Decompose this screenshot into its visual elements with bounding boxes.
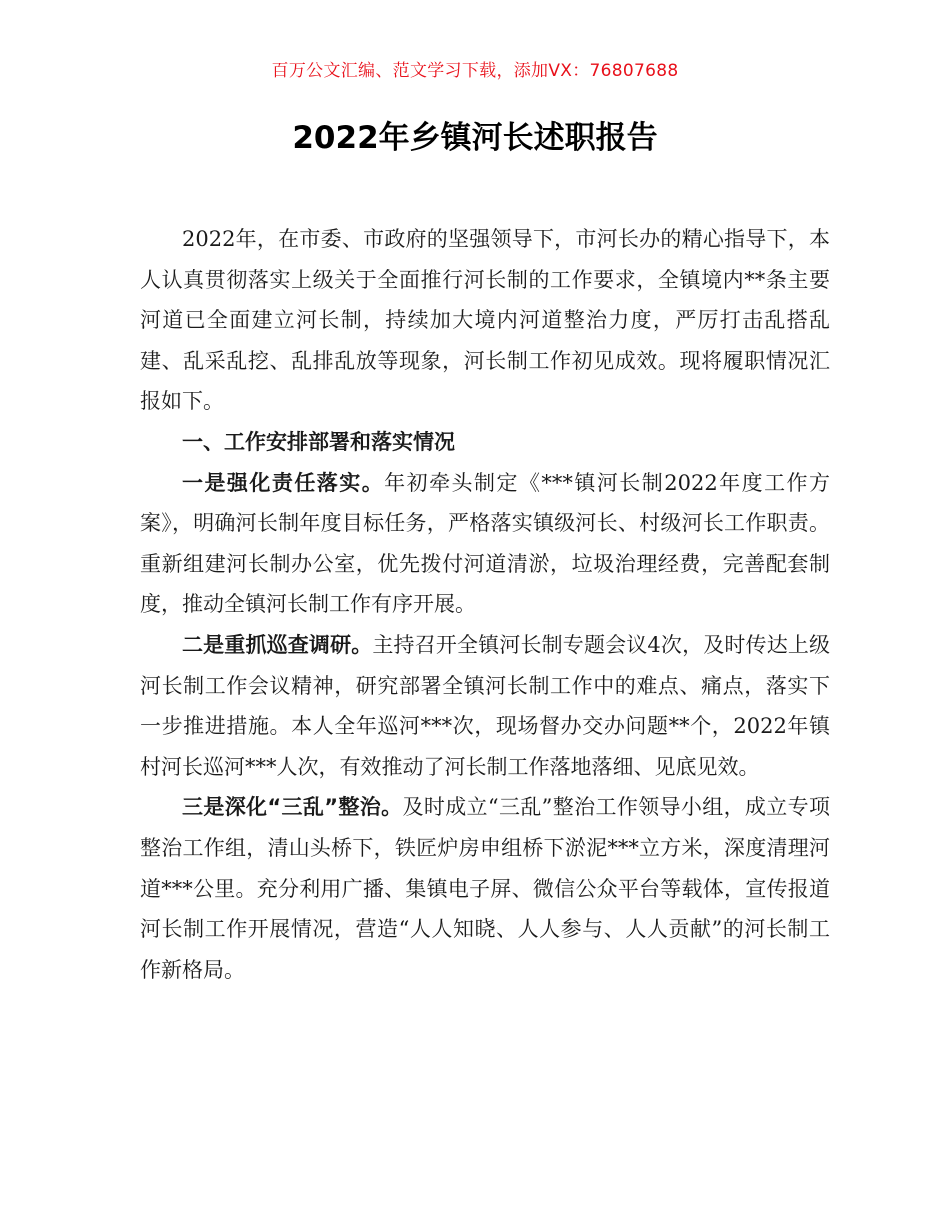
intro-paragraph: 2022年，在市委、市政府的坚强领导下，市河长办的精心指导下，本人认真贯彻落实上级关于全面推行河长制的工作要求，全镇境内**条主要河道已全面建立河长制，持续加大境内河道整治力度，严厉打击乱搭乱建、乱采乱挖、乱排乱放等现象，河长制工作初见成效。现将履职情况汇报如下。: [140, 227, 830, 414]
paragraph-rectification: [140, 787, 830, 990]
header-banner: 百万公文汇编、范文学习下载，添加VX：76807688: [271, 61, 679, 81]
section-heading: 一、工作安排部署和落实情况: [182, 429, 455, 454]
paragraph-inspection: [140, 625, 830, 787]
paragraph-responsibility: [140, 463, 830, 625]
paragraph-lead: 二是重抓巡查调研。: [182, 632, 373, 657]
document-title: 2022年乡镇河长述职报告: [292, 120, 658, 156]
paragraph-text: 主持召开全镇河长制专题会议4次，及时传达上级河长制工作会议精神，研究部署全镇河长制工作中的难点、痛点，落实下一步推进措施。本人全年巡河***次，现场督办交办问题**个，2022年镇村河长巡河***人次，有效推动了河长制工作落地落细、见底见效。: [140, 632, 831, 779]
paragraph-text: 年初牵头制定《***镇河长制2022年度工作方案》，明确河长制年度目标任务，严格落实镇级河长、村级河长工作职责。重新组建河长制办公室，优先拨付河道清淤，垃圾治理经费，完善配套制度，推动全镇河长制工作有序开展。: [140, 470, 830, 617]
document-body: [140, 219, 830, 990]
paragraph-lead: 三是深化“三乱”整治。: [182, 795, 403, 820]
paragraph-text: 及时成立“三乱”整治工作领导小组，成立专项整治工作组，清山头桥下，铁匠炉房申组桥下淤泥***立方米，深度清理河道***公里。充分利用广播、集镇电子屏、微信公众平台等载体，宣传报道河长制工作开展情况，营造“人人知晓、人人参与、人人贡献”的河长制工作新格局。: [140, 795, 830, 982]
paragraph-lead: 一是强化责任落实。: [182, 470, 385, 495]
